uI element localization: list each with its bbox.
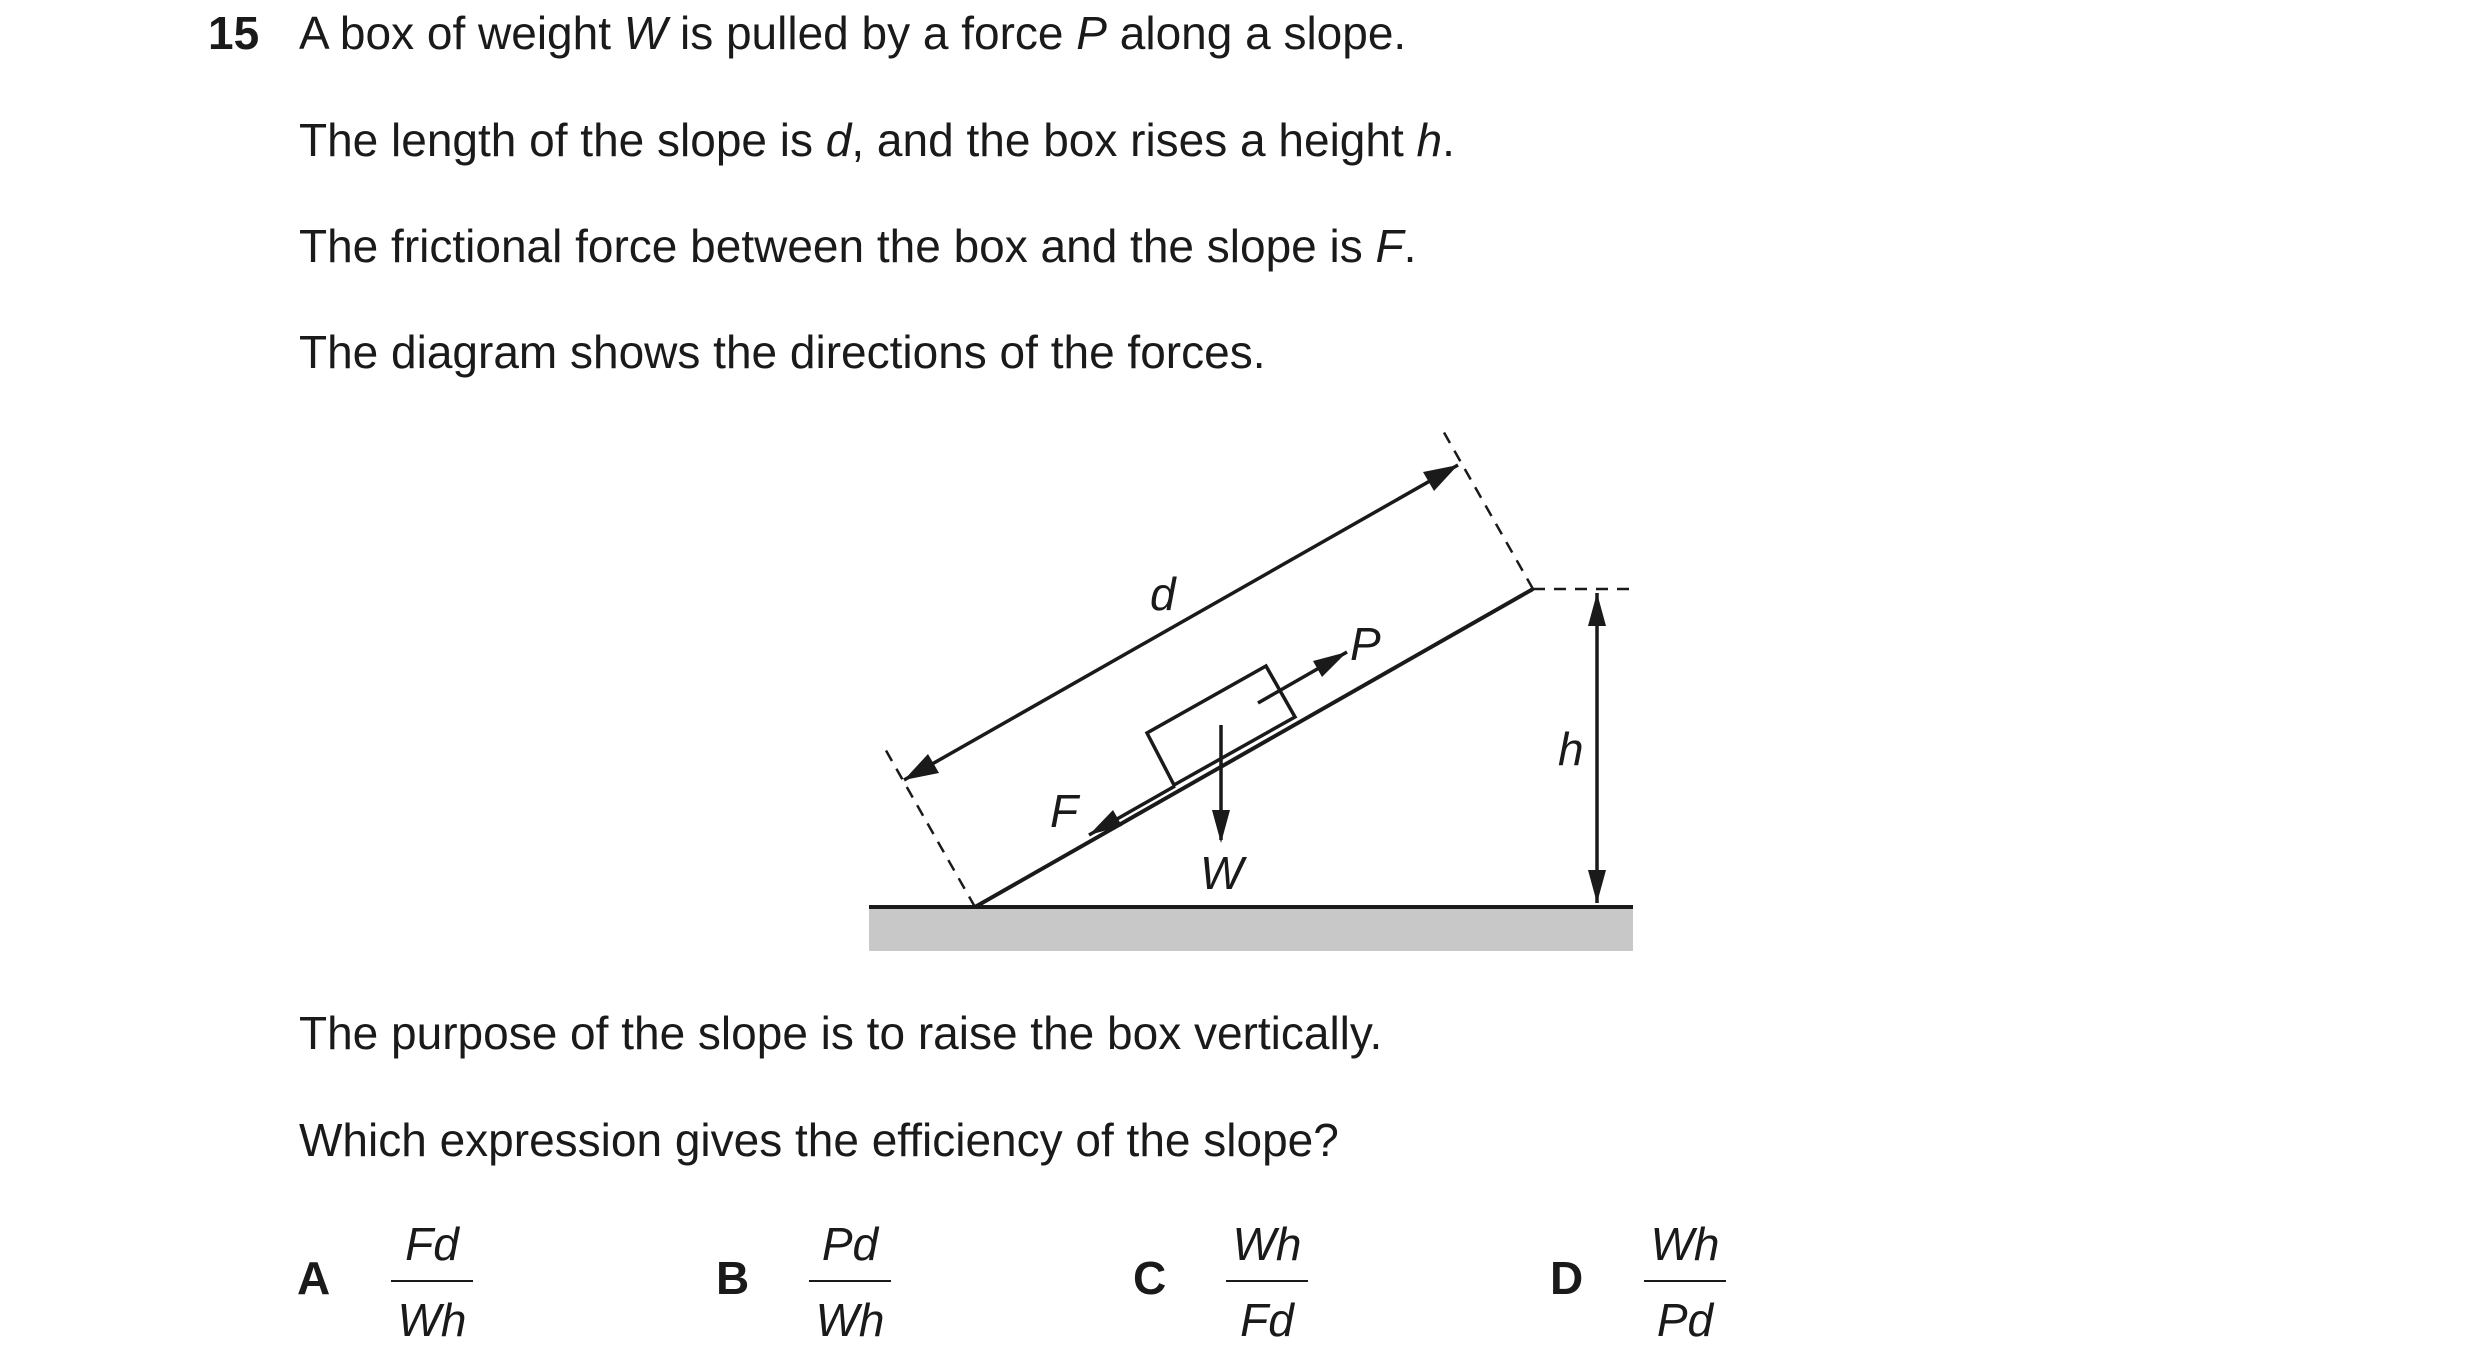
force-p-arrowhead — [1313, 652, 1347, 677]
option-a-fraction[interactable] — [387, 1216, 477, 1348]
option-c-numerator: Wh — [1232, 1218, 1302, 1270]
option-d-denominator: Pd — [1656, 1294, 1714, 1346]
option-b-denominator: Wh — [815, 1294, 885, 1346]
label-d: d — [1150, 568, 1176, 620]
option-d-letter: D — [1550, 1252, 1584, 1304]
d-arrowhead-lower — [904, 754, 939, 780]
fraction-bar — [391, 1280, 473, 1282]
label-p: P — [1350, 618, 1381, 670]
question-line-3: The frictional force between the box and the slope is F. — [299, 220, 1417, 272]
slope-line — [975, 589, 1533, 907]
option-b-numerator: Pd — [821, 1218, 879, 1270]
option-c-denominator: Fd — [1240, 1294, 1294, 1346]
option-b-letter: B — [716, 1252, 750, 1304]
option-c-fraction[interactable] — [1222, 1216, 1312, 1348]
d-arrowhead-upper — [1423, 465, 1458, 491]
h-arrowhead-top — [1588, 593, 1606, 626]
option-c-letter: C — [1133, 1252, 1167, 1304]
label-f: F — [1050, 785, 1079, 837]
question-line-6: Which expression gives the efficiency of the slope? — [299, 1114, 1339, 1166]
option-a-denominator: Wh — [397, 1294, 467, 1346]
question-line-5: The purpose of the slope is to raise the box vertically. — [299, 1007, 1383, 1059]
question-line-2: The length of the slope is d, and the box rises a height h. — [299, 114, 1455, 166]
option-a-numerator: Fd — [405, 1218, 459, 1270]
question-line-1: A box of weight W is pulled by a force P along a slope. — [299, 7, 1407, 59]
ground-shading — [869, 908, 1633, 951]
question-number: 15 — [208, 7, 260, 59]
question-line-4: The diagram shows the directions of the forces. — [299, 326, 1266, 378]
h-arrowhead-bottom — [1588, 870, 1606, 903]
fraction-bar — [809, 1280, 891, 1282]
option-d-fraction[interactable] — [1640, 1216, 1730, 1348]
weight-w-arrowhead — [1212, 810, 1230, 843]
fraction-bar — [1226, 1280, 1308, 1282]
label-h: h — [1558, 723, 1584, 775]
option-d-numerator: Wh — [1650, 1218, 1720, 1270]
option-a-letter: A — [297, 1252, 331, 1304]
label-w: W — [1200, 847, 1244, 899]
fraction-bar — [1644, 1280, 1726, 1282]
d-extension-upper — [1442, 429, 1533, 589]
option-b-fraction[interactable] — [805, 1216, 895, 1348]
